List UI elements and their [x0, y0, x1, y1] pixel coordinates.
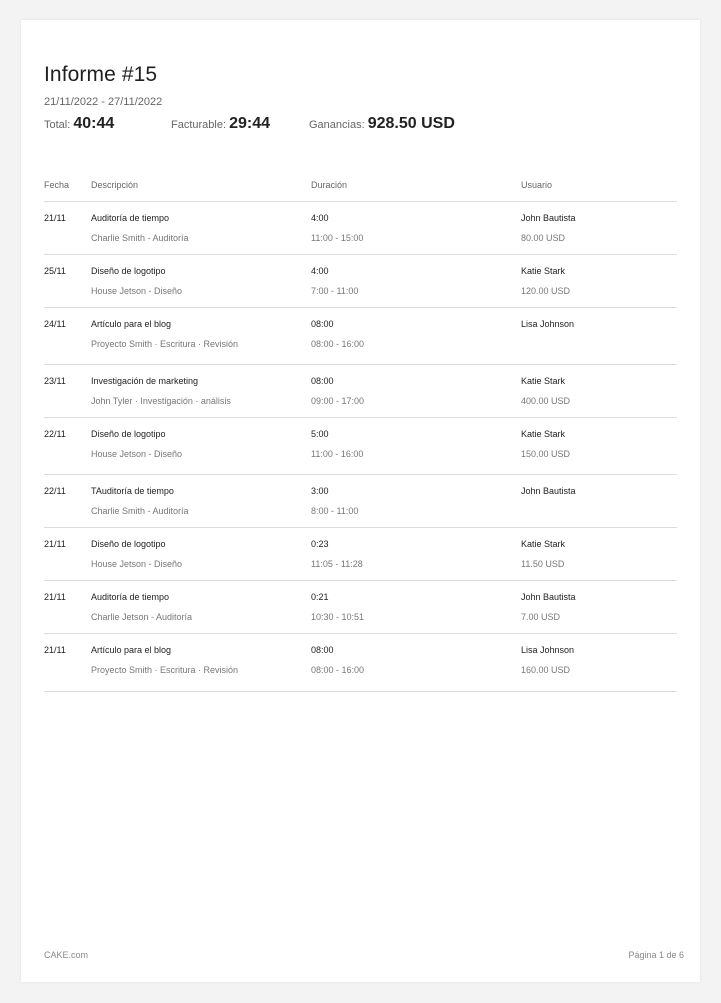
table-row — [44, 581, 677, 634]
table-row — [44, 255, 677, 308]
row-time-range: 11:05 - 11:28 — [311, 559, 363, 569]
row-date: 21/11 — [44, 213, 66, 223]
footer-brand: CAKE.com — [44, 950, 89, 960]
row-project: House Jetson - Diseño — [91, 286, 183, 296]
row-amount: 11.50 USD — [521, 559, 565, 569]
row-time-range: 11:00 - 15:00 — [311, 233, 364, 243]
header-duration: Duración — [311, 180, 348, 190]
row-description: Investigación de marketing — [91, 376, 199, 386]
row-description: Artículo para el blog — [91, 319, 172, 329]
row-project: Proyecto Smith · Escritura · Revisión — [91, 665, 239, 675]
table-row — [44, 475, 677, 528]
row-time-range: 7:00 - 11:00 — [311, 286, 359, 296]
row-project: House Jetson - Diseño — [91, 449, 183, 459]
row-user: Lisa Johnson — [521, 319, 575, 329]
row-user: Katie Stark — [521, 376, 566, 386]
row-time-range: 8:00 - 11:00 — [311, 506, 359, 516]
row-duration: 3:00 — [311, 486, 329, 496]
row-user: Lisa Johnson — [521, 645, 575, 655]
row-description: Auditoría de tiempo — [91, 592, 170, 602]
row-time-range: 10:30 - 10:51 — [311, 612, 365, 622]
row-time-range: 08:00 - 16:00 — [311, 665, 365, 675]
row-amount: 150.00 USD — [521, 449, 571, 459]
row-time-range: 09:00 - 17:00 — [311, 396, 365, 406]
summary-earnings-value: 928.50 USD — [367, 115, 455, 132]
row-user: Katie Stark — [521, 429, 566, 439]
row-duration: 4:00 — [311, 213, 329, 223]
row-project: Charlie Smith - Auditoría — [91, 233, 189, 243]
table-row — [44, 418, 677, 475]
table-row — [44, 634, 677, 692]
header-description: Descripción — [91, 180, 139, 190]
summary-earnings-label: Ganancias: — [309, 119, 365, 131]
table-row — [44, 528, 677, 581]
report-date-range: 21/11/2022 - 27/11/2022 — [44, 96, 163, 108]
row-date: 21/11 — [44, 645, 66, 655]
row-amount: 80.00 USD — [521, 233, 566, 243]
row-date: 22/11 — [44, 486, 66, 496]
row-user: John Bautista — [521, 486, 576, 496]
report-title: Informe #15 — [44, 63, 158, 86]
table-row — [44, 202, 677, 255]
summary-earnings — [309, 115, 455, 133]
footer-page-number: Página 1 de 6 — [628, 950, 684, 960]
summary-total-label: Total: — [44, 119, 71, 131]
report-table — [44, 172, 677, 692]
row-duration: 5:00 — [311, 429, 329, 439]
row-project: John Tyler · Investigación · análisis — [91, 396, 231, 406]
row-user: John Bautista — [521, 213, 576, 223]
row-project: Charlie Jetson - Auditoría — [91, 612, 193, 622]
row-date: 24/11 — [44, 319, 66, 329]
row-time-range: 11:00 - 16:00 — [311, 449, 364, 459]
header-user: Usuario — [521, 180, 553, 190]
summary-billable-label: Facturable: — [171, 119, 227, 131]
row-duration: 08:00 — [311, 645, 334, 655]
row-duration: 0:21 — [311, 592, 329, 602]
report-page — [21, 20, 700, 982]
summary-total-value: 40:44 — [73, 115, 115, 132]
row-date: 21/11 — [44, 592, 66, 602]
table-row — [44, 308, 677, 365]
row-amount: 160.00 USD — [521, 665, 571, 675]
row-date: 21/11 — [44, 539, 66, 549]
row-amount: 120.00 USD — [521, 286, 571, 296]
row-project: House Jetson - Diseño — [91, 559, 183, 569]
row-date: 23/11 — [44, 376, 66, 386]
row-duration: 08:00 — [311, 376, 334, 386]
row-description: Artículo para el blog — [91, 645, 172, 655]
summary-billable — [171, 115, 270, 133]
row-amount: 7.00 USD — [521, 612, 561, 622]
row-date: 22/11 — [44, 429, 66, 439]
row-duration: 08:00 — [311, 319, 334, 329]
row-user: John Bautista — [521, 592, 576, 602]
row-description: Diseño de logotipo — [91, 266, 166, 276]
row-project: Proyecto Smith · Escritura · Revisión — [91, 339, 239, 349]
row-description: Auditoría de tiempo — [91, 213, 170, 223]
row-description: Diseño de logotipo — [91, 539, 166, 549]
row-amount: 400.00 USD — [521, 396, 571, 406]
summary-total — [44, 115, 114, 133]
table-row — [44, 365, 677, 418]
row-duration: 4:00 — [311, 266, 329, 276]
row-date: 25/11 — [44, 266, 66, 276]
row-user: Katie Stark — [521, 539, 566, 549]
row-time-range: 08:00 - 16:00 — [311, 339, 365, 349]
row-description: TAuditoría de tiempo — [91, 486, 174, 496]
row-description: Diseño de logotipo — [91, 429, 166, 439]
row-project: Charlie Smith - Auditoría — [91, 506, 189, 516]
table-header — [44, 172, 677, 202]
header-date: Fecha — [44, 180, 70, 190]
row-duration: 0:23 — [311, 539, 329, 549]
row-user: Katie Stark — [521, 266, 566, 276]
summary-billable-value: 29:44 — [229, 115, 271, 132]
